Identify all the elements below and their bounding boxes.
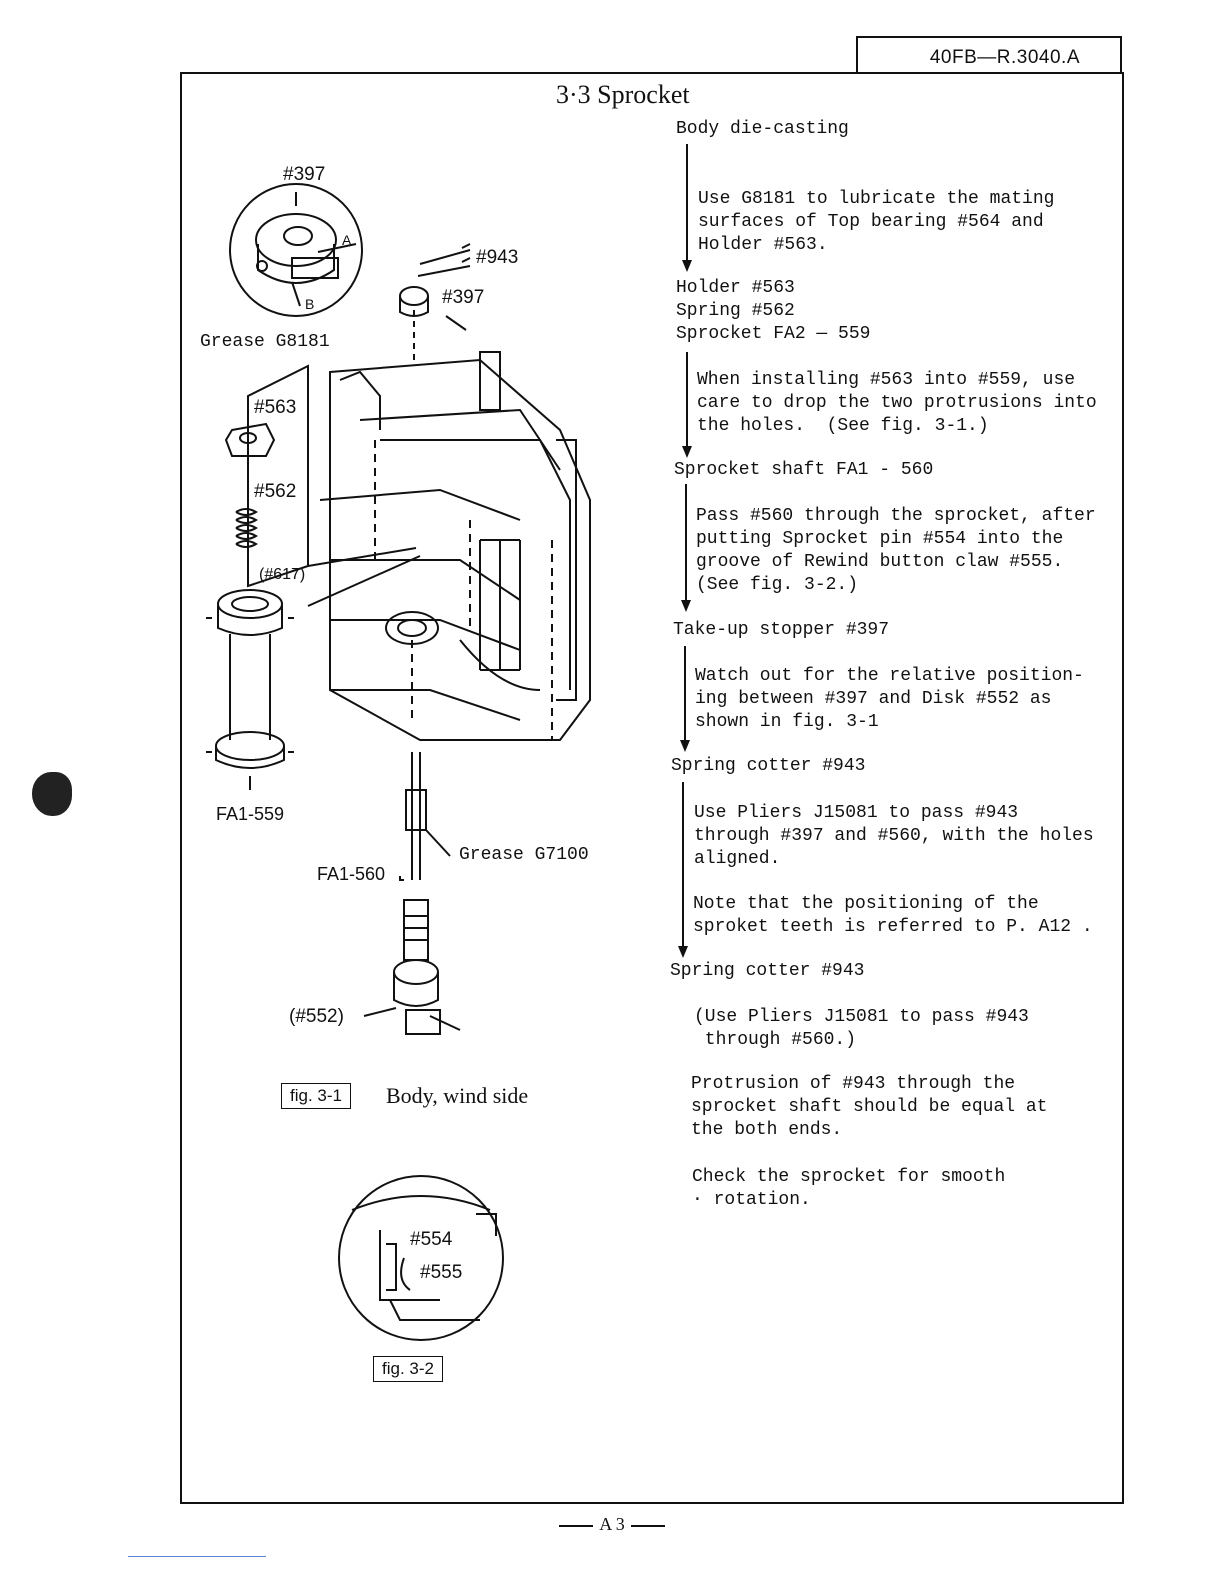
fig-3-2-label: fig. 3-2 (373, 1356, 443, 1382)
label-grease-g7100: Grease G7100 (459, 845, 589, 865)
label-grease-g8181: Grease G8181 (200, 332, 330, 352)
fig-3-1-caption: Body, wind side (386, 1083, 529, 1108)
note-relative-positioning: Watch out for the relative position- ing between #397 and Disk #552 as shown in fig. 3-1 (695, 666, 1084, 732)
label-fa1-560: FA1-560 (317, 864, 386, 884)
section-title: 3·3 Sprocket (556, 80, 690, 109)
note-use-pliers: Use Pliers J15081 to pass #943 through #397 and #560, with the holes aligned. (694, 803, 1094, 869)
callout-b: B (305, 296, 315, 312)
label-563: #563 (254, 397, 297, 418)
note-sproket-teeth: Note that the positioning of the sproket teeth is referred to P. A12 . (693, 894, 1093, 937)
label-fa1-559: FA1-559 (216, 804, 285, 824)
step-spring-cotter-1: Spring cotter #943 (671, 756, 866, 776)
step-spring-cotter-2: Spring cotter #943 (670, 961, 865, 981)
label-397-mid: #397 (442, 287, 485, 308)
note-lubricate: Use G8181 to lubricate the mating surfaces of Top bearing #564 and Holder #563. (698, 189, 1055, 255)
page-number-dash-right (631, 1525, 665, 1527)
label-555: #555 (420, 1262, 463, 1283)
step-take-up-stopper: Take-up stopper #397 (673, 620, 890, 640)
label-552: (#552) (289, 1006, 344, 1027)
label-554: #554 (410, 1229, 453, 1250)
callout-a: A (342, 232, 352, 248)
fig-3-1-label: fig. 3-1 (281, 1083, 351, 1109)
step-sprocket-shaft: Sprocket shaft FA1 - 560 (674, 460, 934, 480)
label-562: #562 (254, 481, 297, 502)
document-id: 40FB—R.3040.A (856, 36, 1122, 72)
label-943: #943 (476, 247, 519, 268)
note-pass-560: Pass #560 through the sprocket, after putting Sprocket pin #554 into the groove of Rewind button claw #555. (See fig. 3-2.) (696, 506, 1096, 595)
note-pliers-through-560: (Use Pliers J15081 to pass #943 through #560.) (694, 1007, 1029, 1050)
note-protrusion: Protrusion of #943 through the sprocket shaft should be equal at the both ends. (691, 1074, 1048, 1140)
note-installing-563: When installing #563 into #559, use care to drop the two protrusions into the holes. (See fig. 3-1.) (697, 370, 1097, 436)
label-617: (#617) (259, 566, 306, 583)
step-parts-holder-spring-sprocket: Holder #563 Spring #562 Sprocket FA2 — 559 (676, 278, 871, 344)
page-number (0, 1514, 1224, 1535)
step-body-die-casting: Body die-casting (676, 119, 849, 139)
page-number-text: A 3 (599, 1514, 625, 1534)
label-397-detail: #397 (283, 164, 326, 185)
note-check-rotation: Check the sprocket for smooth · rotation. (692, 1167, 1006, 1210)
page-number-dash-left (559, 1525, 593, 1527)
